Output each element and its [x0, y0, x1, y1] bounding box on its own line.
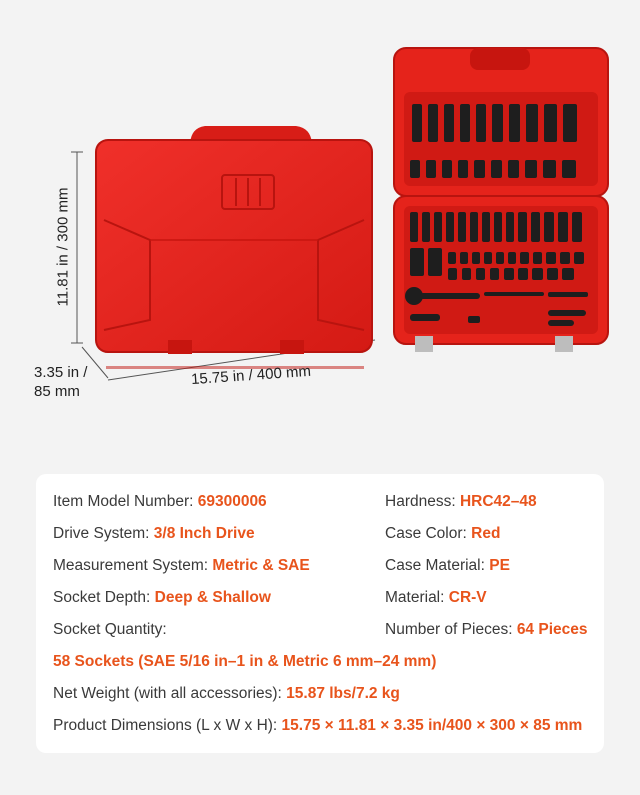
spec-value: 3/8 Inch Drive: [153, 525, 255, 542]
spec-net-weight: [53, 685, 400, 703]
closed-case: [96, 126, 372, 369]
spec-value: CR-V: [448, 589, 487, 606]
spec-case-color: [385, 525, 500, 543]
width-dimension-label: 15.75 in / 400 mm: [190, 362, 312, 389]
spec-product-dimensions: [53, 717, 582, 735]
spec-value: 15.75 × 11.81 × 3.35 in/400 × 300 × 85 mm: [281, 717, 583, 734]
depth-line-2: 85 mm: [34, 383, 80, 400]
spec-label: Drive System:: [53, 525, 154, 542]
spec-case-material: [385, 557, 510, 575]
spec-value: 15.87 lbs/7.2 kg: [286, 685, 400, 702]
spec-measurement-system: [53, 557, 310, 575]
spec-label: Case Color:: [385, 525, 472, 542]
open-case: [394, 48, 608, 352]
spec-label: Case Material:: [385, 557, 490, 574]
spec-value: HRC42–48: [459, 493, 537, 510]
spec-value: 64 Pieces: [516, 621, 588, 638]
spec-label: Measurement System:: [53, 557, 213, 574]
spec-socket-quantity-label: Socket Quantity:: [53, 621, 167, 638]
spec-label: Hardness:: [385, 493, 460, 510]
spec-item-model: [53, 493, 267, 511]
depth-line-1: 3.35 in /: [34, 364, 88, 381]
specifications-card: [36, 474, 604, 753]
spec-label: Item Model Number:: [53, 493, 198, 510]
height-dimension-label: 11.81 in / 300 mm: [54, 187, 72, 307]
spec-number-of-pieces: [385, 621, 588, 639]
spec-value: 69300006: [197, 493, 267, 510]
socket-row-deep: [412, 104, 577, 142]
spec-hardness: [385, 493, 537, 511]
spec-label: Net Weight (with all accessories):: [53, 685, 287, 702]
spec-label: Socket Depth:: [53, 589, 155, 606]
spec-value: 58 Sockets (SAE 5/16 in–1 in & Metric 6 mm–24 mm): [53, 653, 437, 670]
spec-socket-quantity-value: [53, 653, 436, 671]
spec-value: Metric & SAE: [212, 557, 310, 574]
depth-dimension-label: [34, 363, 114, 401]
spec-material: [385, 589, 487, 607]
spec-drive-system: [53, 525, 255, 543]
spec-value: PE: [489, 557, 510, 574]
spec-label: Number of Pieces:: [385, 621, 517, 638]
spec-label: Product Dimensions (L x W x H):: [53, 717, 282, 734]
socket-row-shallow: [410, 160, 576, 178]
spec-label: Material:: [385, 589, 449, 606]
spec-socket-depth: [53, 589, 271, 607]
spec-value: Deep & Shallow: [154, 589, 271, 606]
spec-value: Red: [471, 525, 501, 542]
